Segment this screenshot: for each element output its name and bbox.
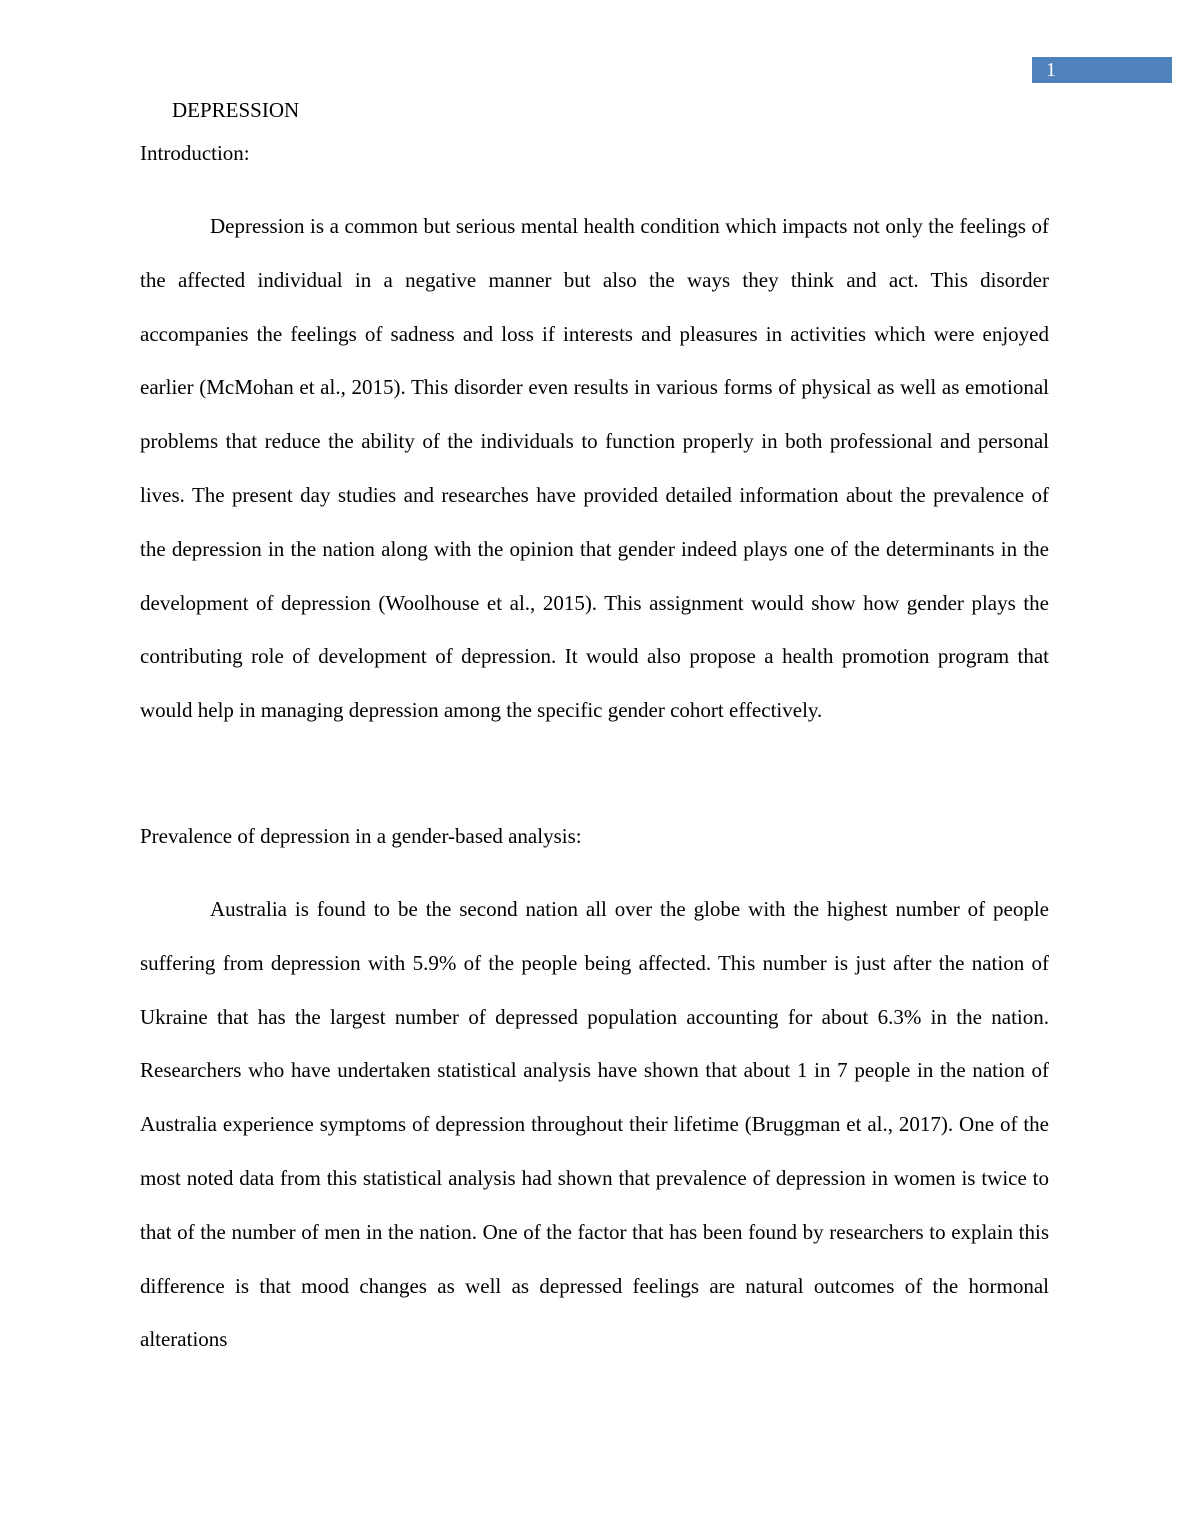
introduction-heading: Introduction: [140, 141, 250, 165]
prevalence-paragraph: Australia is found to be the second nation all over the globe with the highest number of people suffering from depression with 5.9% of the people being affected. This number is just after the nation of Ukraine that has the largest number of depressed population accounting for about 6.3% in the nation. Researchers who have undertaken statistical analysis have shown that about 1 in 7 people in the nation of Australia experience symptoms of depression throughout their lifetime (Bruggman et al., 2017). One of the most noted data from this statistical analysis had shown that prevalence of depression in women is twice to that of the number of men in the nation. One of the factor that has been found by researchers to explain this difference is that mood changes as well as depressed feelings are natural outcomes of the hormonal alterations [140, 897, 1049, 1352]
running-head: DEPRESSION [172, 98, 300, 122]
introduction-paragraph: Depression is a common but serious mental health condition which impacts not only the feelings of the affected individual in a negative manner but also the ways they think and act. This disorder accompanies the feelings of sadness and loss if interests and pleasures in activities which were enjoyed earlier (McMohan et al., 2015). This disorder even results in various forms of physical as well as emotional problems that reduce the ability of the individuals to function properly in both professional and personal lives. The present day studies and researches have provided detailed information about the prevalence of the depression in the nation along with the opinion that gender indeed plays one of the determinants in the development of depression (Woolhouse et al., 2015). This assignment would show how gender plays the contributing role of development of depression. It would also propose a health promotion program that would help in managing depression among the specific gender cohort effectively. [140, 214, 1049, 723]
prevalence-heading: Prevalence of depression in a gender-based analysis: [140, 824, 582, 848]
page-number: 1 [1032, 57, 1172, 83]
